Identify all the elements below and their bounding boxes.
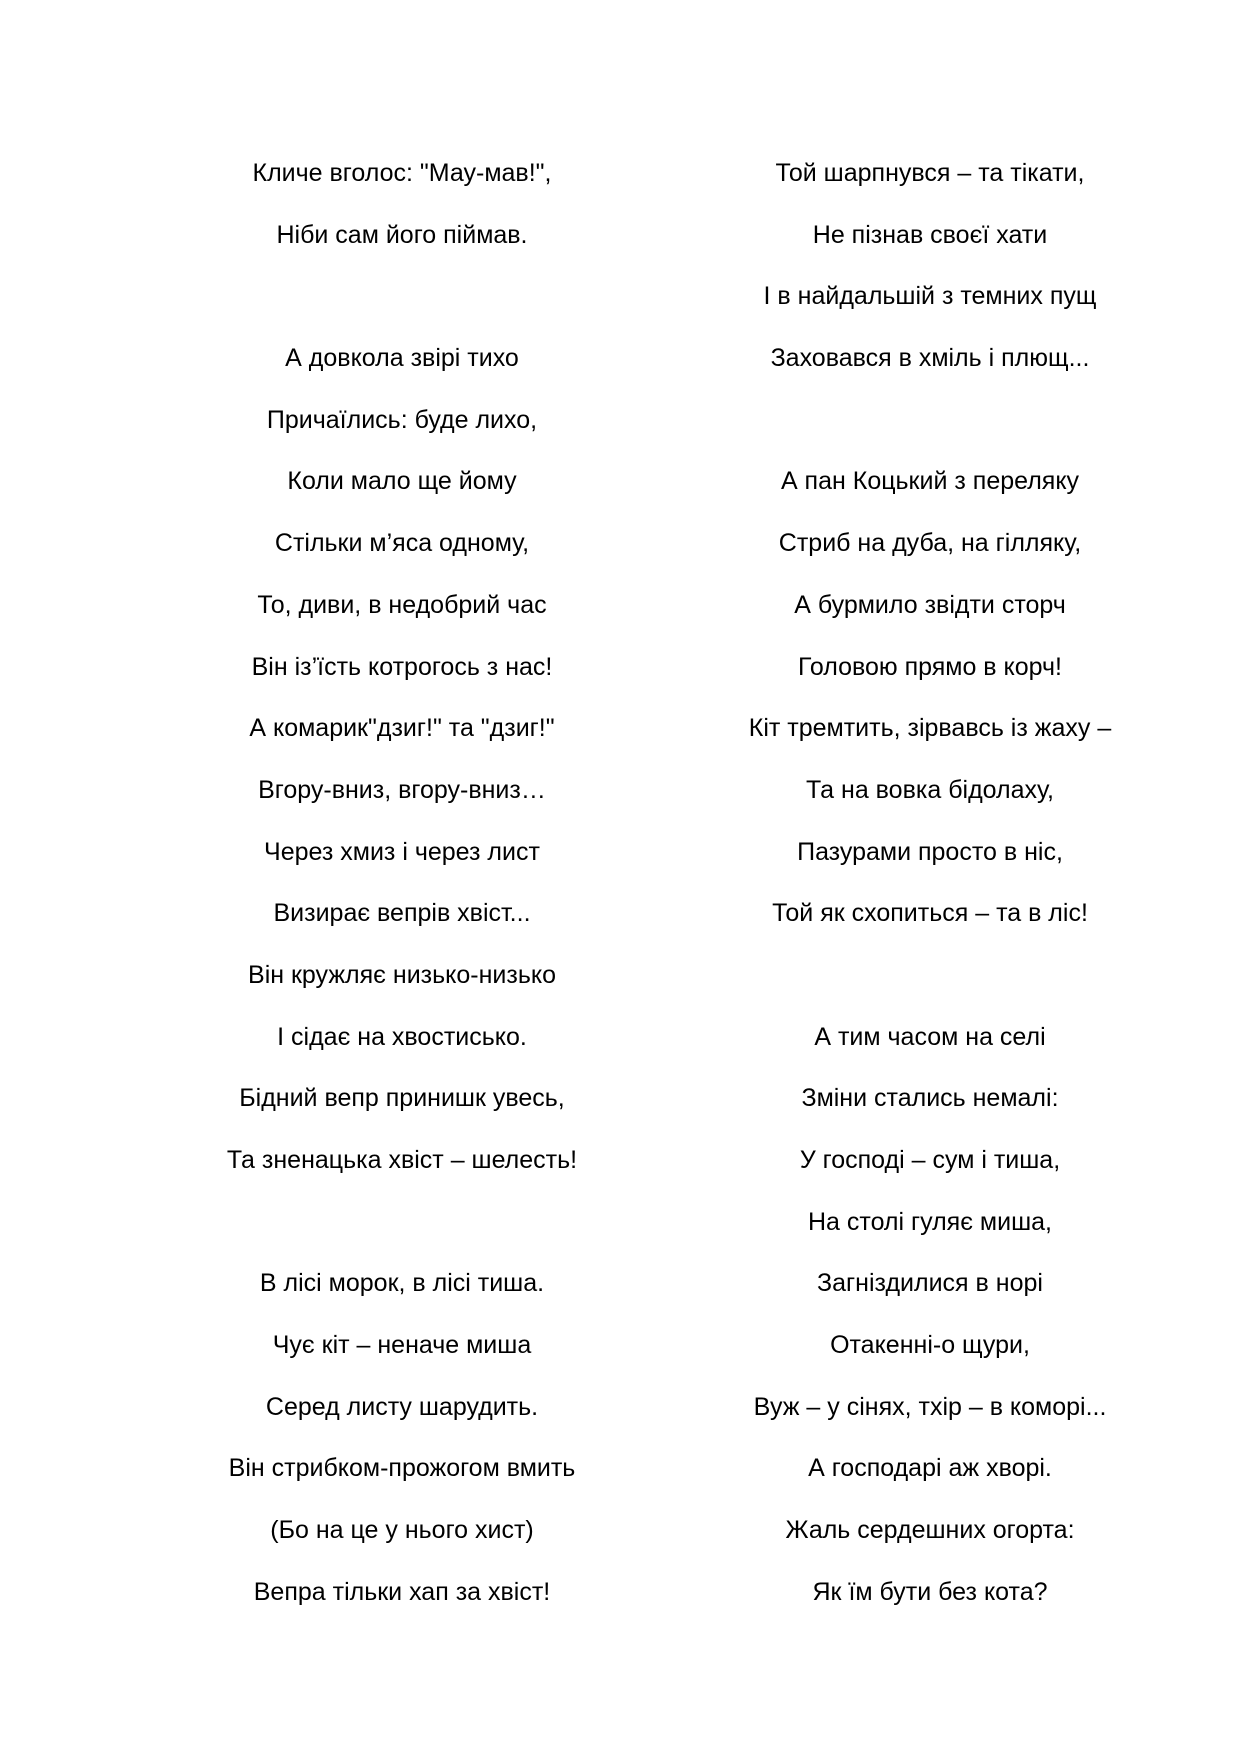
poem-line: А довкола звірі тихо bbox=[285, 344, 519, 373]
poem-line: То, диви, в недобрий час bbox=[257, 590, 547, 619]
poem-line: І в найдальшій з темних пущ bbox=[763, 282, 1097, 311]
poem-line: Чує кіт – неначе миша bbox=[272, 1331, 532, 1360]
poem-line: Жаль сердешних огорта: bbox=[785, 1516, 1075, 1545]
poem-line: Стільки м’яса одному, bbox=[274, 529, 530, 558]
poem-line: Причаїлись: буде лихо, bbox=[266, 405, 538, 434]
poem-line: Вепра тільки хап за хвіст! bbox=[253, 1577, 551, 1606]
poem-line: Зміни стались немалі: bbox=[801, 1084, 1059, 1113]
poem-line: Коли мало ще йому bbox=[287, 467, 517, 496]
poem-line: Головою прямо в корч! bbox=[797, 652, 1062, 681]
poem-line: У господі – сум і тиша, bbox=[799, 1146, 1061, 1174]
poem-line: А тим часом на селі bbox=[814, 1022, 1046, 1051]
poem-line: Отакенні-о щури, bbox=[830, 1331, 1030, 1360]
poem-column-left bbox=[152, 158, 652, 1639]
poem-line: А пан Коцький з переляку bbox=[780, 467, 1080, 496]
poem-line: А комарик"дзиг!" та "дзиг!" bbox=[249, 714, 555, 743]
stanza-break bbox=[680, 405, 1180, 467]
poem-line: Ніби сам його піймав. bbox=[276, 220, 528, 249]
poem-line: (Бо на це у нього хист) bbox=[270, 1516, 534, 1545]
poem-line: Та на вовка бідолаху, bbox=[806, 775, 1054, 804]
stanza-break bbox=[152, 281, 652, 343]
poem-line: Він стрибком-прожогом вмить bbox=[228, 1454, 576, 1483]
poem-line: Не пізнав своєї хати bbox=[812, 220, 1048, 249]
poem-column-right bbox=[680, 158, 1180, 1639]
poem-line: Вуж – у сінях, тхір – в коморі... bbox=[753, 1392, 1107, 1421]
poem-line: Пазурами просто в ніс, bbox=[797, 837, 1063, 866]
poem-line: Кіт тремтить, зірвавсь із жаху – bbox=[748, 714, 1112, 743]
poem-line: Вгору-вниз, вгору-вниз… bbox=[258, 775, 546, 804]
poem-line: Кличе вголос: "Мау-мав!", bbox=[252, 159, 552, 187]
poem-line: Той як схопиться – та в ліс! bbox=[772, 899, 1088, 928]
poem-line: Як їм бути без кота? bbox=[812, 1577, 1048, 1606]
stanza-break bbox=[680, 960, 1180, 1022]
poem-line: Заховався в хміль і плющ... bbox=[770, 344, 1090, 373]
poem-line: Через хмиз і через лист bbox=[264, 837, 540, 866]
poem-line: Бідний вепр принишк увесь, bbox=[239, 1084, 565, 1113]
poem-line: А бурмило звідти сторч bbox=[794, 590, 1066, 619]
poem-line: Той шарпнувся – та тікати, bbox=[775, 159, 1085, 187]
poem-line: Та зненацька хвіст – шелесть! bbox=[226, 1146, 578, 1174]
poem-line: А господарі аж хворі. bbox=[808, 1454, 1052, 1483]
stanza-break bbox=[152, 1207, 652, 1269]
poem-line: В лісі морок, в лісі тиша. bbox=[259, 1269, 545, 1298]
poem-line: Визирає вепрів хвіст... bbox=[273, 899, 531, 928]
poem-line: Загніздилися в норі bbox=[817, 1269, 1043, 1298]
poem-line: Серед листу шарудить. bbox=[265, 1392, 539, 1421]
poem-line: І сідає на хвостисько. bbox=[277, 1022, 527, 1051]
poem-line: На столі гуляє миша, bbox=[808, 1207, 1052, 1236]
poem-line: Стриб на дуба, на гілляку, bbox=[778, 529, 1082, 558]
poem-line: Він із’їсть котрогось з нас! bbox=[251, 652, 553, 681]
poem-line: Він кружляє низько-низько bbox=[248, 960, 556, 989]
